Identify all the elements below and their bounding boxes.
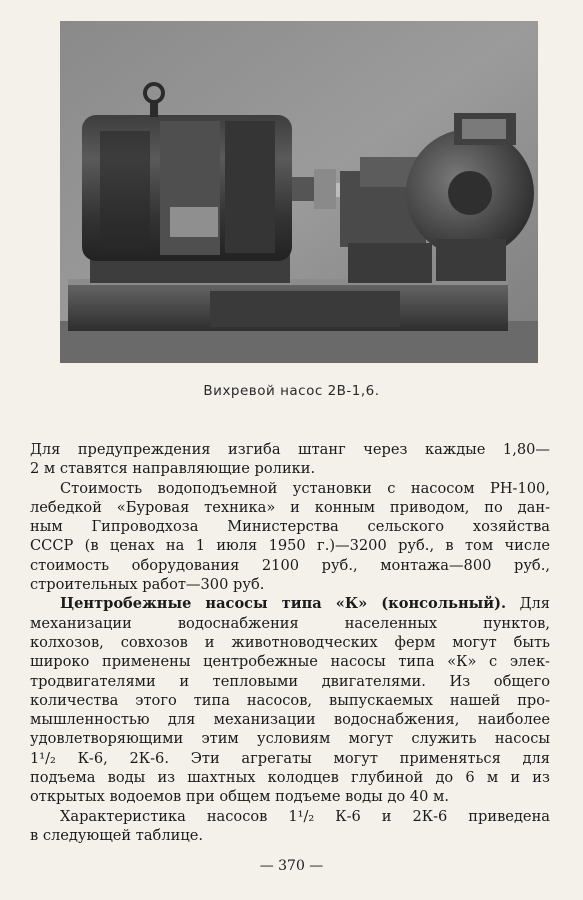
heading-continuation: Для xyxy=(519,595,550,613)
figure-caption: Вихревой насос 2В-1,6. xyxy=(203,383,380,399)
text-line: в следующей таблице. xyxy=(30,826,204,844)
section-heading: Центробежные насосы типа «К» (консольный). xyxy=(60,595,507,613)
text-line: стоимость оборудования 2100 руб., монтажа—800 руб., xyxy=(30,556,550,574)
paragraph-1 xyxy=(30,440,550,479)
paragraph-4 xyxy=(30,807,550,846)
body-text xyxy=(30,440,550,845)
page-number: — 370 — xyxy=(259,858,324,874)
text-line: 2 м ставятся направляющие ролики. xyxy=(30,460,316,478)
text-line: широко применены центробежные насосы типа «К» с элек- xyxy=(30,653,550,671)
text-line: количества этого типа насосов, выпускаемых нашей про- xyxy=(30,691,550,709)
pump-photograph xyxy=(60,21,538,363)
text-line: Стоимость водоподъемной установки с насосом РН-100, xyxy=(60,479,550,497)
text-line: удовлетворяющими этим условиям могут служить насосы xyxy=(30,730,550,748)
paragraph-2 xyxy=(30,479,550,595)
text-line: механизации водоснабжения населенных пунктов, xyxy=(30,614,550,632)
text-line: лебедкой «Буровая техника» и конным приводом, по дан- xyxy=(30,498,550,516)
text-line: Характеристика насосов 1¹/₂ К-6 и 2К-6 приведена xyxy=(60,807,550,825)
text-line: мышленностью для механизации водоснабжения, наиболее xyxy=(30,711,550,729)
text-line: колхозов, совхозов и животноводческих ферм могут быть xyxy=(30,633,550,651)
pump-illustration xyxy=(60,21,538,363)
paragraph-3 xyxy=(30,594,550,806)
text-line: ным Гипроводхоза Министерства сельского хозяйства xyxy=(30,518,550,536)
text-line: открытых водоемов при общем подъеме воды до 40 м. xyxy=(30,788,450,806)
text-line: тродвигателями и тепловыми двигателями. Из общего xyxy=(30,672,550,690)
text-line: СССР (в ценах на 1 июля 1950 г.)—3200 руб., в том числе xyxy=(30,537,550,555)
text-line: подъема воды из шахтных колодцев глубиной до 6 м и из xyxy=(30,769,550,787)
text-line: Для предупреждения изгиба штанг через каждые 1,80— xyxy=(30,441,550,458)
text-line xyxy=(30,594,550,613)
text-line: строительных работ—300 руб. xyxy=(30,576,265,594)
text-line: 1¹/₂ К-6, 2К-6. Эти агрегаты могут применяться для xyxy=(30,749,550,767)
